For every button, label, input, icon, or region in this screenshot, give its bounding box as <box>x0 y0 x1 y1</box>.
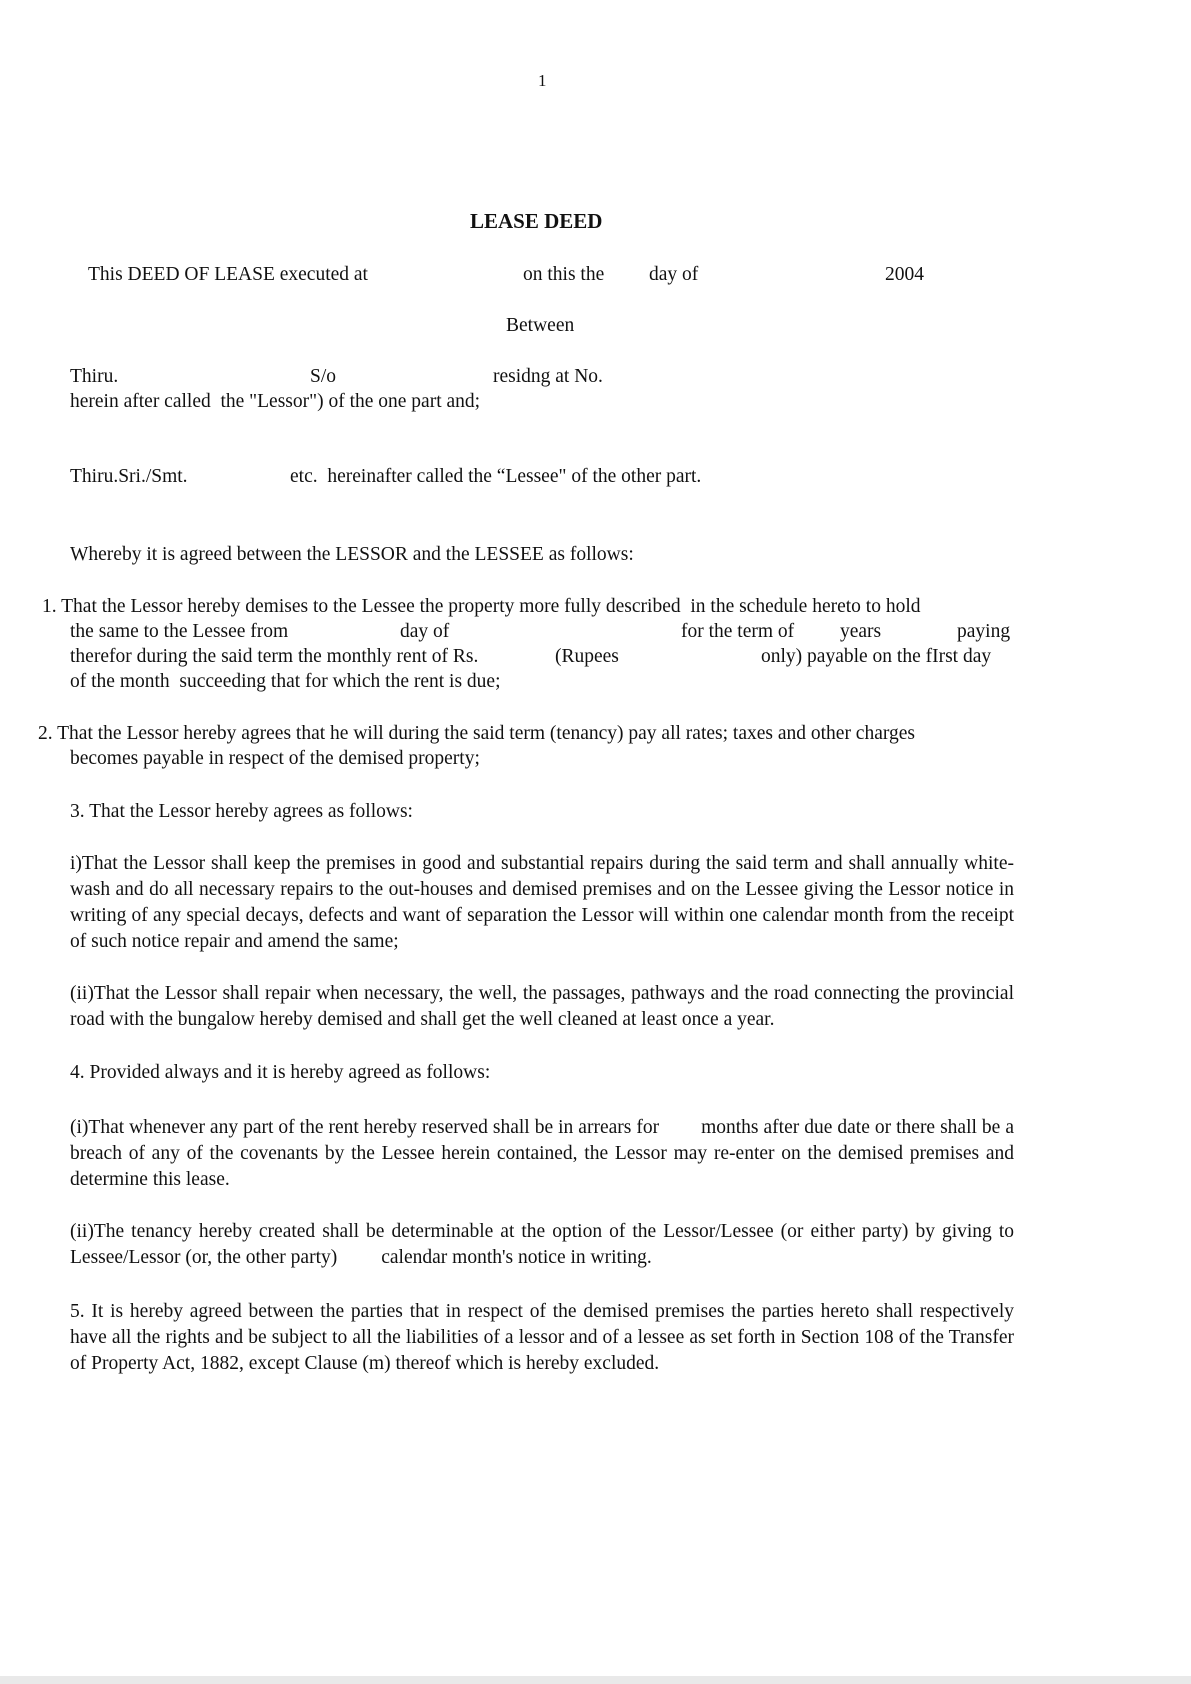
clause2-line2: becomes payable in respect of the demised property; <box>70 748 480 769</box>
clause3-i: i)That the Lessor shall keep the premises in good and substantial repairs during the said term and shall annually white-wash and do all necessary repairs to the out-houses and demised premises and on the Lessee giving the Lessor notice in writing of any special decays, defects and want of separation the Lessor will within one calendar month from the receipt of such notice repair and amend the same; <box>70 853 1014 952</box>
clause1-line4: of the month succeeding that for which the rent is due; <box>70 671 501 692</box>
intro-year: 2004 <box>885 264 924 285</box>
clause1-line1: 1. That the Lessor hereby demises to the Lessee the property more fully described in the schedule hereto to hold <box>42 596 921 617</box>
clause4-heading: 4. Provided always and it is hereby agreed as follows: <box>70 1062 491 1083</box>
document-title: LEASE DEED <box>470 209 603 233</box>
clause4-ii <box>70 1219 1014 1271</box>
clause1-term-of: for the term of <box>681 621 795 642</box>
lessor-so: S/o <box>310 366 337 387</box>
lessor-residing: residng at No. <box>493 366 603 387</box>
clause1-rent: therefor during the said term the monthly rent of Rs. <box>70 646 479 667</box>
clause1-day-of: day of <box>400 621 450 642</box>
intro-executed-at: This DEED OF LEASE executed at <box>88 264 368 285</box>
clause4-ii-start: (ii)The tenancy hereby created shall be determinable at the option of the Lessor/Lessee (or either party) by giving to Lessee/Lessor (or, the other party) <box>70 1221 1014 1268</box>
clause4-ii-end: calendar month's notice in writing. <box>381 1247 652 1268</box>
clause1-from: the same to the Lessee from <box>70 621 289 642</box>
lessor-thiru: Thiru. <box>70 366 119 387</box>
clause3-heading: 3. That the Lessor hereby agrees as follows: <box>70 801 413 822</box>
clause5: 5. It is hereby agreed between the parties that in respect of the demised premises the parties hereto shall respectively have all the rights and be subject to all the liabilities of a lessor and of a lessee as set forth in Section 108 of the Transfer of Property Act, 1882, except Clause (m) thereof which is hereby excluded. <box>70 1301 1014 1374</box>
clause1-years: years <box>840 621 882 642</box>
clause3-ii: (ii)That the Lessor shall repair when necessary, the well, the passages, pathways and the road connecting the provincial road with the bungalow hereby demised and shall get the well cleaned at least once a year. <box>70 983 1014 1030</box>
clause2-line1: 2. That the Lessor hereby agrees that he will during the said term (tenancy) pay all rates; taxes and other charges <box>38 723 916 744</box>
clause1-rupees: (Rupees <box>555 646 619 667</box>
clause4-i-end: months after due date or there shall be a breach of any of the covenants by the Lessee herein contained, the Lessor may re-enter on the demised premises and determine this lease. <box>70 1117 1014 1190</box>
clause1-paying: paying <box>957 621 1011 642</box>
lessor-called: herein after called the "Lessor") of the one part and; <box>70 391 481 412</box>
lessee-called: etc. hereinafter called the “Lessee" of the other part. <box>290 466 702 487</box>
clause1-payable: only) payable on the fIrst day <box>761 646 992 667</box>
page-number: 1 <box>538 71 547 90</box>
between-label: Between <box>506 315 575 336</box>
intro-day-of: day of <box>649 264 699 285</box>
whereby-text: Whereby it is agreed between the LESSOR and the LESSEE as follows: <box>70 544 634 565</box>
clause4-i-start: (i)That whenever any part of the rent hereby reserved shall be in arrears for <box>70 1117 660 1138</box>
intro-on-this-the: on this the <box>523 264 605 285</box>
lessee-thiru: Thiru.Sri./Smt. <box>70 466 188 487</box>
clause4-i <box>70 1115 1014 1193</box>
